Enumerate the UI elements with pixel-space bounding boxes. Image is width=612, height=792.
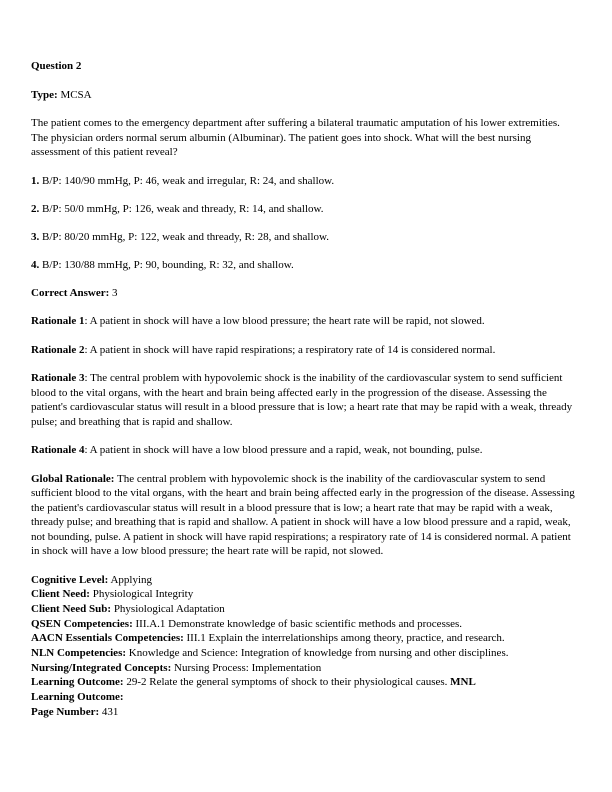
rationale-2: Rationale 2: A patient in shock will have rapid respirations; a respiratory rate of 14 is considered normal. [31, 343, 496, 356]
rationale-1: Rationale 1: A patient in shock will have a low blood pressure; the heart rate will be rapid, not slowed. [31, 315, 485, 327]
aacn-competencies: AACN Essentials Competencies: III.1 Explain the interrelationships among theory, practice, and research. [31, 632, 505, 645]
option-1: 1. B/P: 140/90 mmHg, P: 46, weak and irregular, R: 24, and shallow. [31, 174, 335, 187]
option-3: 3. B/P: 80/20 mmHg, P: 122, weak and thready, R: 28, and shallow. [31, 230, 329, 243]
client-need: Client Need: Physiological Integrity [31, 588, 194, 601]
qsen-competencies: QSEN Competencies: III.A.1 Demonstrate knowledge of basic scientific methods and processes. [31, 617, 463, 630]
rationale-3: Rationale 3: The central problem with hypovolemic shock is the inability of the cardiovascular system to send sufficient blood to the vital organs, with the heart and brain being affected early in the progression of the disease. Assessing the patient's cardiovascular status will result in a blood pressure that is low; a heart rate that may be rapid with a weak, thready pulse; and breathing that is rapid and shallow. [31, 372, 573, 428]
nln-competencies: NLN Competencies: Knowledge and Science: Integration of knowledge from nursing and other disciplines. [31, 647, 509, 660]
question-page [31, 59, 579, 720]
client-need-sub: Client Need Sub: Physiological Adaptation [31, 602, 225, 615]
option-4: 4. B/P: 130/88 mmHg, P: 90, bounding, R: 32, and shallow. [31, 258, 294, 271]
learning-outcome-2: Learning Outcome: [31, 691, 124, 704]
correct-answer: Correct Answer: 3 [31, 286, 118, 299]
integrated-concepts: Nursing/Integrated Concepts: Nursing Process: Implementation [31, 661, 322, 674]
cognitive-level: Cognitive Level: Applying [31, 573, 153, 586]
global-rationale: Global Rationale: The central problem with hypovolemic shock is the inability of the cardiovascular system to send sufficient blood to the vital organs, with the heart and brain being affected early in the progression of the disease. Assessing the patient's cardiovascular status will result in a blood pressure that is low; a heart rate that may be rapid with a weak, thready pulse; and breathing that is rapid and shallow. A patient in shock will have a low blood pressure and a rapid, weak, not bounding, pulse. A patient in shock will have rapid respirations; a respiratory rate of 14 is considered normal. A patient in shock will have a low blood pressure; the heart rate will be rapid, not slowed. [31, 472, 575, 557]
option-2: 2. B/P: 50/0 mmHg, P: 126, weak and thready, R: 14, and shallow. [31, 202, 324, 215]
page-number: Page Number: 431 [31, 705, 119, 718]
rationale-4: Rationale 4: A patient in shock will have a low blood pressure and a rapid, weak, not bounding, pulse. [31, 444, 483, 456]
question-stem: The patient comes to the emergency department after suffering a bilateral traumatic amputation of his lower extremities. The physician orders normal serum albumin (Albuminar). The patient goes into shock. What will the best nursing assessment of this patient reveal? [31, 117, 560, 158]
question-metadata [31, 573, 579, 720]
learning-outcome: Learning Outcome: 29-2 Relate the general symptoms of shock to their physiological causes. MNL [31, 676, 476, 689]
question-type: Type: MCSA [31, 88, 92, 101]
question-heading: Question 2 [31, 60, 82, 72]
